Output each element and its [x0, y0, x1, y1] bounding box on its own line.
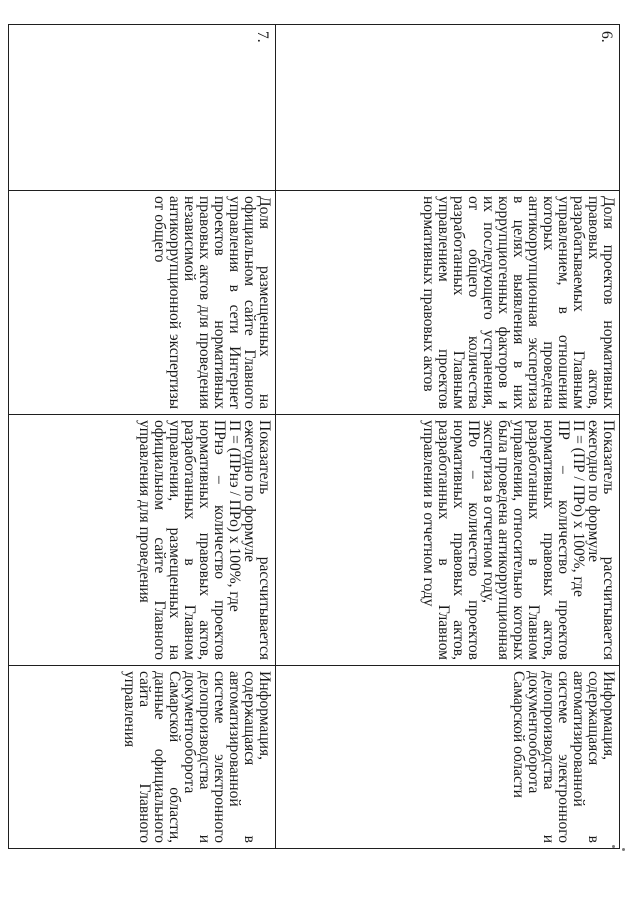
- method-cell: Показатель рассчитывается ежегодно по формуле П = (ПР / ПРо) х 100%, где ПР – количество проектов нормативных правовых актов, разработанных в Главном управлении, относительно которых была проведена антикоррупционная экспертиза в отчетном году, ПРо – количество проектов нормативных правовых актов, разработанных в Главном управлении в отчетном году: [276, 415, 620, 666]
- method-cell: Показатель рассчитывается ежегодно по формуле П = (ПРнэ / ПРо) х 100%, где ПРнэ – количество проектов нормативных правовых актов, разработанных в Главном управлении, размещенных на официальном сайте Главного управления для проведения: [9, 415, 276, 666]
- source-cell: Информация, содержащаяся в автоматизированной системе электронного делопроизводства и документооборота Самарской области, данные официального сайта Главного управления: [9, 666, 276, 849]
- row-number: 7.: [9, 25, 276, 191]
- scan-speck: [612, 845, 615, 848]
- indicators-table: [8, 24, 620, 849]
- table-row: [9, 25, 276, 849]
- indicator-cell: Доля проектов нормативных правовых актов, разрабатываемых Главным управлением, в отношении которых проведена антикоррупционная экспертиза в целях выявления в них коррупциогенных факторов и их последующего устранения, от общего количества разработанных Главным управлением проектов нормативных правовых актов: [276, 191, 620, 415]
- scan-speck: [622, 848, 625, 851]
- table-row: [276, 25, 620, 849]
- row-number: 6.: [276, 25, 620, 191]
- source-cell: Информация, содержащаяся в автоматизированной системе электронного делопроизводства и документооборота Самарской области: [276, 666, 620, 849]
- indicator-cell: Доля размещенных на официальном сайте Главного управления в сети Интернет проектов нормативных правовых актов для проведения независимой антикоррупционной экспертизы от общего: [9, 191, 276, 415]
